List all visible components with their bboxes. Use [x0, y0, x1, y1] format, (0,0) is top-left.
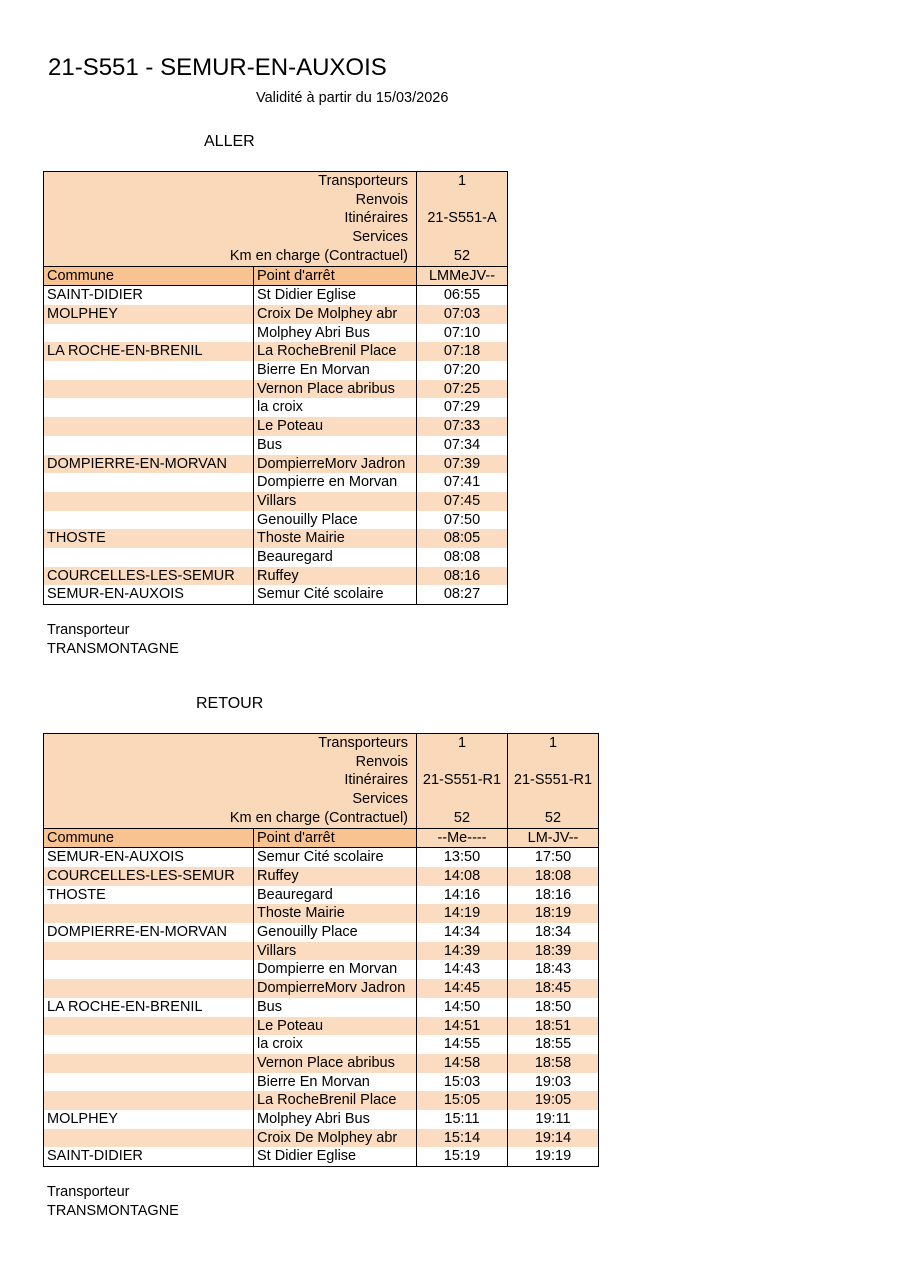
time-cell: 15:19 — [417, 1147, 508, 1166]
aller-column-header-row — [44, 266, 508, 286]
table-row — [44, 923, 599, 942]
commune-cell — [44, 904, 254, 923]
header-value-km: 52 — [417, 247, 508, 266]
time-cell: 14:34 — [417, 923, 508, 942]
time-cell: 18:43 — [508, 960, 599, 979]
time-cell: 19:14 — [508, 1129, 599, 1148]
commune-cell — [44, 960, 254, 979]
commune-cell: MOLPHEY — [44, 1110, 254, 1129]
table-row — [44, 585, 508, 604]
time-cell: 18:58 — [508, 1054, 599, 1073]
page-title: 21-S551 - SEMUR-EN-AUXOIS — [48, 54, 387, 81]
time-cell: 08:05 — [417, 529, 508, 548]
stop-cell: la croix — [254, 398, 417, 417]
stop-cell: Semur Cité scolaire — [254, 848, 417, 867]
table-row — [44, 1017, 599, 1036]
commune-cell: THOSTE — [44, 529, 254, 548]
time-cell: 15:11 — [417, 1110, 508, 1129]
stop-cell: Croix De Molphey abr — [254, 305, 417, 324]
commune-cell — [44, 398, 254, 417]
table-row — [44, 960, 599, 979]
validity-date: Validité à partir du 15/03/2026 — [256, 90, 449, 106]
header-label-itineraires: Itinéraires — [44, 771, 417, 790]
time-cell: 18:50 — [508, 998, 599, 1017]
commune-cell — [44, 380, 254, 399]
time-cell: 08:27 — [417, 585, 508, 604]
commune-cell: LA ROCHE-EN-BRENIL — [44, 342, 254, 361]
table-row — [44, 904, 599, 923]
time-cell: 07:29 — [417, 398, 508, 417]
commune-cell: MOLPHEY — [44, 305, 254, 324]
table-row — [44, 942, 599, 961]
column-header-days: LMMeJV-- — [417, 266, 508, 286]
time-cell: 07:03 — [417, 305, 508, 324]
table-row — [44, 380, 508, 399]
time-cell: 19:19 — [508, 1147, 599, 1166]
retour-carrier — [47, 1183, 179, 1220]
time-cell: 18:39 — [508, 942, 599, 961]
commune-cell: SEMUR-EN-AUXOIS — [44, 585, 254, 604]
table-row — [44, 979, 599, 998]
table-row — [44, 324, 508, 343]
table-row — [44, 473, 508, 492]
time-cell: 18:55 — [508, 1035, 599, 1054]
time-cell: 08:08 — [417, 548, 508, 567]
header-label-transporteurs: Transporteurs — [44, 172, 417, 191]
time-cell: 07:10 — [417, 324, 508, 343]
time-cell: 14:43 — [417, 960, 508, 979]
table-row — [44, 492, 508, 511]
retour-header-row-km — [44, 809, 599, 828]
commune-cell — [44, 492, 254, 511]
time-cell: 07:34 — [417, 436, 508, 455]
time-cell: 19:11 — [508, 1110, 599, 1129]
commune-cell: COURCELLES-LES-SEMUR — [44, 867, 254, 886]
time-cell: 14:16 — [417, 886, 508, 905]
stop-cell: La RocheBrenil Place — [254, 342, 417, 361]
time-cell: 07:41 — [417, 473, 508, 492]
time-cell: 14:45 — [417, 979, 508, 998]
aller-header-row-services — [44, 228, 508, 247]
retour-timetable — [43, 733, 599, 1167]
commune-cell: COURCELLES-LES-SEMUR — [44, 567, 254, 586]
aller-timetable — [43, 171, 508, 605]
commune-cell: DOMPIERRE-EN-MORVAN — [44, 923, 254, 942]
column-header-days: LM-JV-- — [508, 828, 599, 848]
stop-cell: Ruffey — [254, 867, 417, 886]
retour-header-row-itineraires — [44, 771, 599, 790]
table-row — [44, 286, 508, 305]
time-cell: 18:45 — [508, 979, 599, 998]
commune-cell — [44, 1054, 254, 1073]
header-value-service — [417, 228, 508, 247]
header-value-itineraire: 21-S551-A — [417, 209, 508, 228]
time-cell: 15:05 — [417, 1091, 508, 1110]
time-cell: 14:39 — [417, 942, 508, 961]
header-value-transporteur: 1 — [417, 734, 508, 753]
time-cell: 14:08 — [417, 867, 508, 886]
time-cell: 18:19 — [508, 904, 599, 923]
commune-cell — [44, 1091, 254, 1110]
commune-cell: DOMPIERRE-EN-MORVAN — [44, 455, 254, 474]
time-cell: 07:50 — [417, 511, 508, 530]
commune-cell: SAINT-DIDIER — [44, 286, 254, 305]
stop-cell: La RocheBrenil Place — [254, 1091, 417, 1110]
header-label-km: Km en charge (Contractuel) — [44, 809, 417, 828]
aller-header-row-renvois — [44, 191, 508, 210]
aller-header-row-transporteurs — [44, 172, 508, 191]
stop-cell: Thoste Mairie — [254, 529, 417, 548]
commune-cell — [44, 473, 254, 492]
stop-cell: Bierre En Morvan — [254, 1073, 417, 1092]
time-cell: 14:51 — [417, 1017, 508, 1036]
time-cell: 15:14 — [417, 1129, 508, 1148]
commune-cell: LA ROCHE-EN-BRENIL — [44, 998, 254, 1017]
header-label-transporteurs: Transporteurs — [44, 734, 417, 753]
time-cell: 19:05 — [508, 1091, 599, 1110]
table-row — [44, 998, 599, 1017]
table-row — [44, 886, 599, 905]
retour-header-row-services — [44, 790, 599, 809]
stop-cell: Dompierre en Morvan — [254, 473, 417, 492]
time-cell: 07:33 — [417, 417, 508, 436]
stop-cell: Bierre En Morvan — [254, 361, 417, 380]
header-label-services: Services — [44, 790, 417, 809]
stop-cell: Vernon Place abribus — [254, 380, 417, 399]
header-label-renvois: Renvois — [44, 753, 417, 772]
column-header-days: --Me---- — [417, 828, 508, 848]
retour-column-header-row — [44, 828, 599, 848]
table-row — [44, 567, 508, 586]
time-cell: 08:16 — [417, 567, 508, 586]
time-cell: 14:50 — [417, 998, 508, 1017]
stop-cell: Villars — [254, 942, 417, 961]
stop-cell: Genouilly Place — [254, 511, 417, 530]
time-cell: 06:55 — [417, 286, 508, 305]
aller-carrier — [47, 621, 179, 658]
stop-cell: Dompierre en Morvan — [254, 960, 417, 979]
table-row — [44, 305, 508, 324]
stop-cell: Le Poteau — [254, 417, 417, 436]
table-row — [44, 848, 599, 867]
retour-carrier-label: Transporteur — [47, 1184, 130, 1200]
stop-cell: Molphey Abri Bus — [254, 324, 417, 343]
table-row — [44, 417, 508, 436]
table-row — [44, 511, 508, 530]
time-cell: 13:50 — [417, 848, 508, 867]
time-cell: 07:25 — [417, 380, 508, 399]
stop-cell: Villars — [254, 492, 417, 511]
stop-cell: Bus — [254, 436, 417, 455]
stop-cell: Croix De Molphey abr — [254, 1129, 417, 1148]
retour-header-row-transporteurs — [44, 734, 599, 753]
stop-cell: Bus — [254, 998, 417, 1017]
aller-header-row-itineraires — [44, 209, 508, 228]
time-cell: 14:19 — [417, 904, 508, 923]
table-row — [44, 436, 508, 455]
header-value-service — [508, 790, 599, 809]
commune-cell — [44, 511, 254, 530]
table-row — [44, 529, 508, 548]
stop-cell: Ruffey — [254, 567, 417, 586]
aller-carrier-label: Transporteur — [47, 622, 130, 638]
header-value-renvoi — [417, 753, 508, 772]
table-row — [44, 1035, 599, 1054]
time-cell: 07:39 — [417, 455, 508, 474]
time-cell: 18:08 — [508, 867, 599, 886]
stop-cell: Beauregard — [254, 886, 417, 905]
time-cell: 14:58 — [417, 1054, 508, 1073]
table-row — [44, 1129, 599, 1148]
time-cell: 18:16 — [508, 886, 599, 905]
commune-cell — [44, 1017, 254, 1036]
stop-cell: Vernon Place abribus — [254, 1054, 417, 1073]
stop-cell: Le Poteau — [254, 1017, 417, 1036]
header-value-km: 52 — [417, 809, 508, 828]
stop-cell: Thoste Mairie — [254, 904, 417, 923]
aller-header-row-km — [44, 247, 508, 266]
time-cell: 19:03 — [508, 1073, 599, 1092]
table-row — [44, 548, 508, 567]
table-row — [44, 1073, 599, 1092]
header-value-renvoi — [508, 753, 599, 772]
table-row — [44, 1147, 599, 1166]
header-value-itineraire: 21-S551-R1 — [508, 771, 599, 790]
stop-cell: Semur Cité scolaire — [254, 585, 417, 604]
commune-cell: SEMUR-EN-AUXOIS — [44, 848, 254, 867]
table-row — [44, 1110, 599, 1129]
header-value-km: 52 — [508, 809, 599, 828]
header-value-transporteur: 1 — [417, 172, 508, 191]
commune-cell — [44, 942, 254, 961]
time-cell: 07:20 — [417, 361, 508, 380]
header-label-km: Km en charge (Contractuel) — [44, 247, 417, 266]
column-header-commune: Commune — [44, 266, 254, 286]
table-row — [44, 867, 599, 886]
time-cell: 17:50 — [508, 848, 599, 867]
time-cell: 18:34 — [508, 923, 599, 942]
retour-header-row-renvois — [44, 753, 599, 772]
header-value-renvoi — [417, 191, 508, 210]
column-header-point-arret: Point d'arrêt — [254, 266, 417, 286]
commune-cell: SAINT-DIDIER — [44, 1147, 254, 1166]
stop-cell: la croix — [254, 1035, 417, 1054]
commune-cell — [44, 1035, 254, 1054]
table-row — [44, 342, 508, 361]
time-cell: 18:51 — [508, 1017, 599, 1036]
column-header-commune: Commune — [44, 828, 254, 848]
stop-cell: St Didier Eglise — [254, 286, 417, 305]
commune-cell — [44, 548, 254, 567]
stop-cell: Beauregard — [254, 548, 417, 567]
commune-cell — [44, 1129, 254, 1148]
commune-cell — [44, 417, 254, 436]
stop-cell: St Didier Eglise — [254, 1147, 417, 1166]
time-cell: 07:45 — [417, 492, 508, 511]
stop-cell: Genouilly Place — [254, 923, 417, 942]
table-row — [44, 361, 508, 380]
commune-cell — [44, 361, 254, 380]
table-row — [44, 455, 508, 474]
stop-cell: DompierreMorv Jadron — [254, 979, 417, 998]
table-row — [44, 1054, 599, 1073]
time-cell: 07:18 — [417, 342, 508, 361]
commune-cell — [44, 324, 254, 343]
column-header-point-arret: Point d'arrêt — [254, 828, 417, 848]
commune-cell — [44, 436, 254, 455]
retour-carrier-name: TRANSMONTAGNE — [47, 1202, 179, 1219]
commune-cell — [44, 979, 254, 998]
header-value-service — [417, 790, 508, 809]
aller-section-label: ALLER — [204, 133, 255, 150]
time-cell: 15:03 — [417, 1073, 508, 1092]
header-label-services: Services — [44, 228, 417, 247]
table-row — [44, 398, 508, 417]
header-label-renvois: Renvois — [44, 191, 417, 210]
commune-cell — [44, 1073, 254, 1092]
retour-section-label: RETOUR — [196, 695, 264, 712]
stop-cell: DompierreMorv Jadron — [254, 455, 417, 474]
commune-cell: THOSTE — [44, 886, 254, 905]
stop-cell: Molphey Abri Bus — [254, 1110, 417, 1129]
header-value-itineraire: 21-S551-R1 — [417, 771, 508, 790]
header-value-transporteur: 1 — [508, 734, 599, 753]
table-row — [44, 1091, 599, 1110]
header-label-itineraires: Itinéraires — [44, 209, 417, 228]
aller-carrier-name: TRANSMONTAGNE — [47, 640, 179, 657]
time-cell: 14:55 — [417, 1035, 508, 1054]
